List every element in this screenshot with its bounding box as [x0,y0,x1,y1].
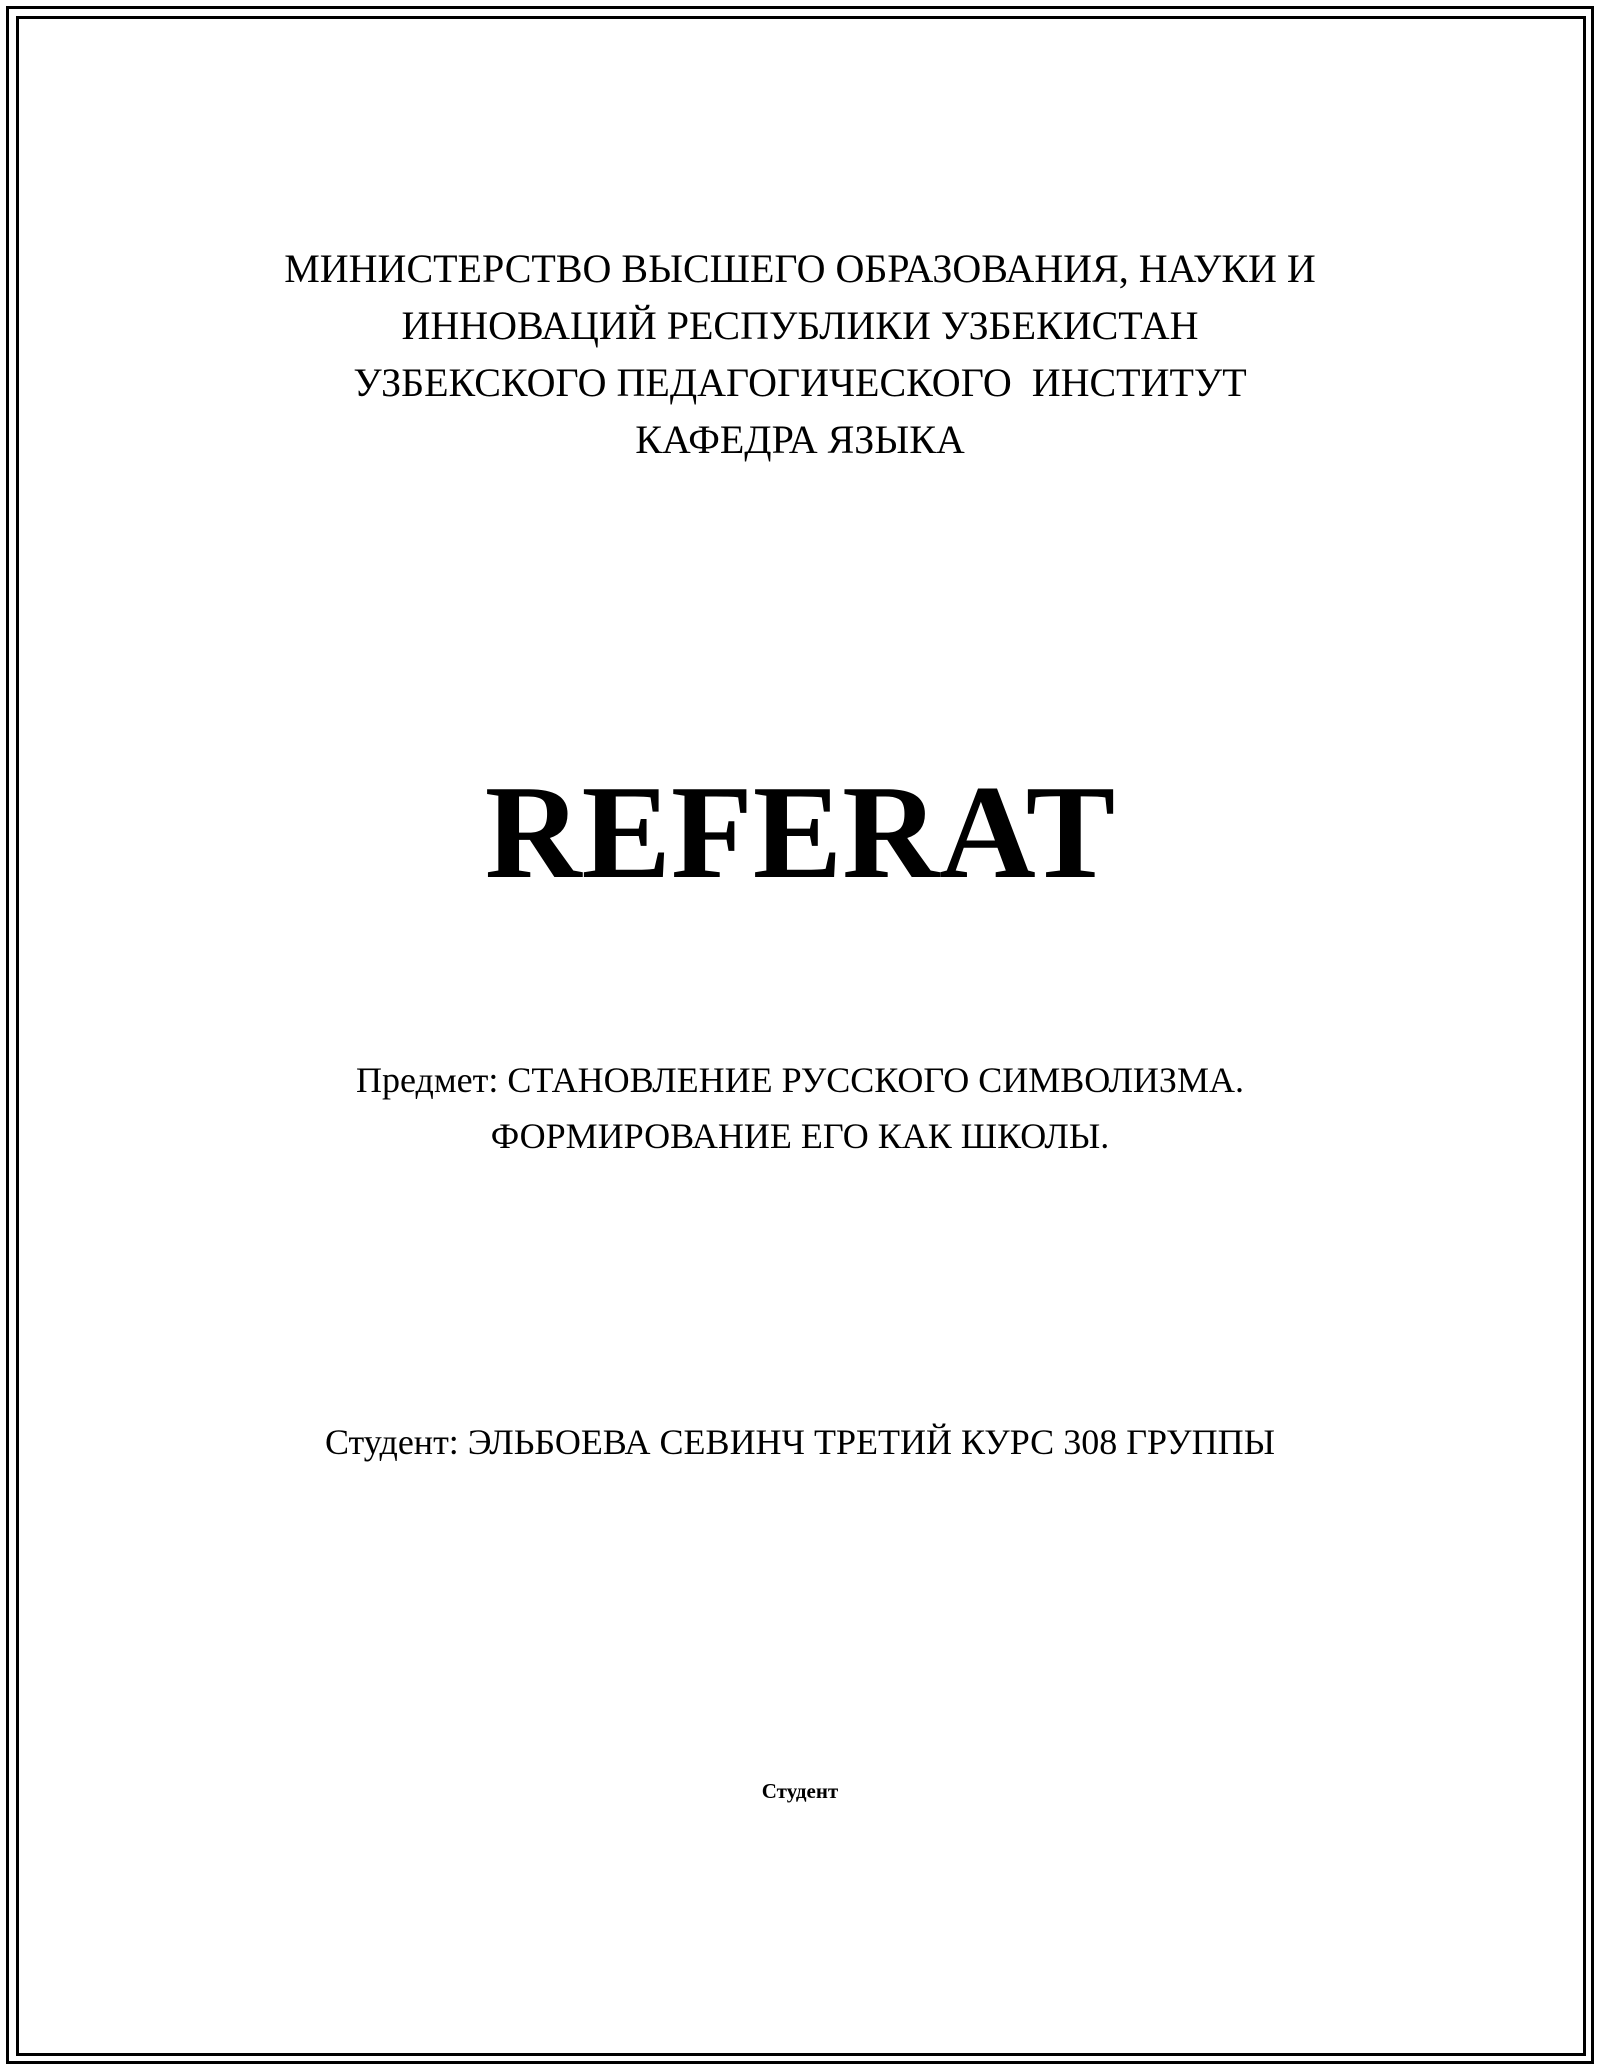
document-title: REFERAT [484,758,1116,906]
student-info: Студент: ЭЛЬБОЕВА СЕВИНЧ ТРЕТИЙ КУРС 308 ГРУППЫ [324,1422,1276,1462]
header-line-department: КАФЕДРА ЯЗЫКА [635,417,965,462]
header-line-ministry: МИНИСТЕРСТВО ВЫСШЕГО ОБРАЗОВАНИЯ, НАУКИ И [284,246,1316,291]
header-line-institute: УЗБЕКСКОГО ПЕДАГОГИЧЕСКОГО ИНСТИТУТ [353,360,1247,405]
subject-line-1: Предмет: СТАНОВЛЕНИЕ РУССКОГО СИМВОЛИЗМА. [356,1060,1244,1100]
header-line-republic: ИННОВАЦИЙ РЕСПУБЛИКИ УЗБЕКИСТАН [401,303,1199,348]
subject-line-2: ФОРМИРОВАНИЕ ЕГО КАК ШКОЛЫ. [490,1116,1110,1156]
institution-header [0,240,1600,468]
footer-student-label: Студент [761,1779,839,1803]
subject-block [0,1052,1600,1164]
